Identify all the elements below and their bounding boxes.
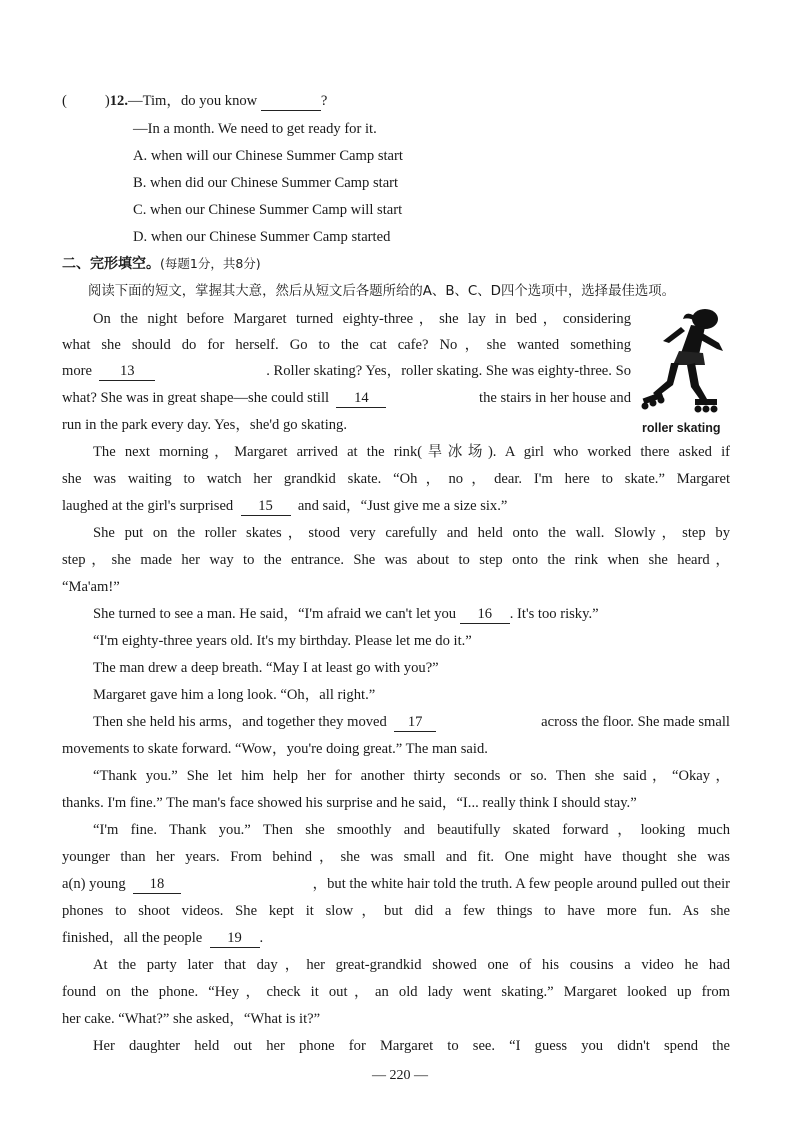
section-title: 二、完形填空。 bbox=[62, 256, 160, 272]
option-b: B. when did our Chinese Summer Camp start bbox=[133, 175, 399, 191]
blank-16: 16 bbox=[460, 605, 510, 624]
option-d: D. when our Chinese Summer Camp started bbox=[133, 229, 391, 245]
passage-line: movements to skate forward. “Wow，you're doing great.” The man said. bbox=[62, 741, 488, 757]
passage-line: She put on the roller skates，stood very carefully and held onto the wall. Slowly，step by bbox=[93, 525, 730, 541]
passage-line: She turned to see a man. He said，“I'm afraid we can't let you 16 . It's too risky.” bbox=[93, 606, 599, 622]
passage-line: run in the park every day. Yes，she'd go skating. bbox=[62, 417, 347, 433]
question-12 bbox=[62, 92, 327, 111]
passage-line: On the night before Margaret turned eighty-three，she lay in bed，considering bbox=[93, 311, 631, 327]
option-c: C. when our Chinese Summer Camp will start bbox=[133, 202, 403, 218]
answer-paren-open: ( bbox=[62, 93, 67, 109]
passage-line: phones to shoot videos. She kept it slow，but did a few things to have more fun. As she bbox=[62, 903, 730, 919]
passage-line: what she should do for herself. Go to the cat cafe? No，she wanted something bbox=[62, 337, 631, 353]
passage-line: The next morning，Margaret arrived at the rink(旱冰场). A girl who worked there asked if bbox=[93, 444, 730, 460]
passage-line: Margaret gave him a long look. “Oh，all right.” bbox=[93, 687, 376, 703]
question-12-answer: —In a month. We need to get ready for it. bbox=[133, 121, 377, 137]
passage-line: found on the phone. “Hey，check it out，an old lady went skating.” Margaret looked up from bbox=[62, 984, 730, 1000]
passage-line: “I'm fine. Thank you.” Then she smoothly and beautifully skated forward，looking much bbox=[93, 822, 730, 838]
section-scoring: (每题1分，共8分) bbox=[160, 256, 261, 271]
passage-line: her cake. “What?” she asked，“What is it?” bbox=[62, 1011, 321, 1027]
question-blank bbox=[261, 92, 321, 111]
passage-line: a(n) young 18 ，but the white hair told the truth. A few people around pulled out their bbox=[62, 876, 730, 892]
passage-line: what? She was in great shape—she could still 14 the stairs in her house and bbox=[62, 390, 631, 406]
section-heading bbox=[62, 255, 261, 273]
passage-line: Then she held his arms，and together they moved 17 across the floor. She made small bbox=[93, 714, 730, 730]
passage-line: Her daughter held out her phone for Margaret to see. “I guess you didn't spend the bbox=[93, 1038, 730, 1054]
blank-13: 13 bbox=[99, 362, 155, 381]
passage-line: she was waiting to watch her grandkid skate. “Oh，no，dear. I'm here to skate.” Margaret bbox=[62, 471, 730, 487]
question-end: ? bbox=[320, 93, 328, 109]
passage-line: The man drew a deep breath. “May I at least go with you?” bbox=[93, 660, 439, 676]
page-number: — 220 — bbox=[372, 1068, 428, 1083]
passage-line: step，she made her way to the entrance. She was about to step onto the rink when she heard， bbox=[62, 552, 730, 568]
passage-line: laughed at the girl's surprised 15 and said，“Just give me a size six.” bbox=[62, 498, 508, 514]
passage-line: “Ma'am!” bbox=[62, 579, 120, 595]
blank-18: 18 bbox=[133, 875, 181, 894]
section-instructions: 阅读下面的短文，掌握其大意，然后从短文后各题所给的A、B、C、D四个选项中，选择最佳选项。 bbox=[88, 284, 676, 299]
passage-line: younger than her years. From behind，she was small and fit. One might have thought she was bbox=[62, 849, 730, 865]
blank-15: 15 bbox=[241, 497, 291, 516]
blank-14: 14 bbox=[336, 389, 386, 408]
passage-line: At the party later that day，her great-grandkid showed one of his cousins a video he had bbox=[93, 957, 730, 973]
answer-paren-close: ) bbox=[104, 93, 110, 109]
passage-line: “Thank you.” She let him help her for another thirty seconds or so. Then she said，“Okay， bbox=[93, 768, 730, 784]
passage-line: finished，all the people 19 . bbox=[62, 930, 264, 946]
passage-line: thanks. I'm fine.” The man's face showed his surprise and he said，“I... really think I should stay.” bbox=[62, 795, 637, 811]
blank-19: 19 bbox=[210, 929, 260, 948]
passage-line: more 13 . Roller skating? Yes，roller skating. She was eighty-three. So bbox=[62, 363, 631, 379]
question-stem: —Tim，do you know bbox=[128, 93, 258, 109]
roller-skater-illustration bbox=[633, 305, 733, 417]
question-number: 12. bbox=[109, 93, 128, 109]
option-a: A. when will our Chinese Summer Camp start bbox=[133, 148, 403, 164]
blank-17: 17 bbox=[394, 713, 436, 732]
passage-line: “I'm eighty-three years old. It's my birthday. Please let me do it.” bbox=[93, 633, 472, 649]
figure-caption: roller skating bbox=[642, 421, 721, 435]
